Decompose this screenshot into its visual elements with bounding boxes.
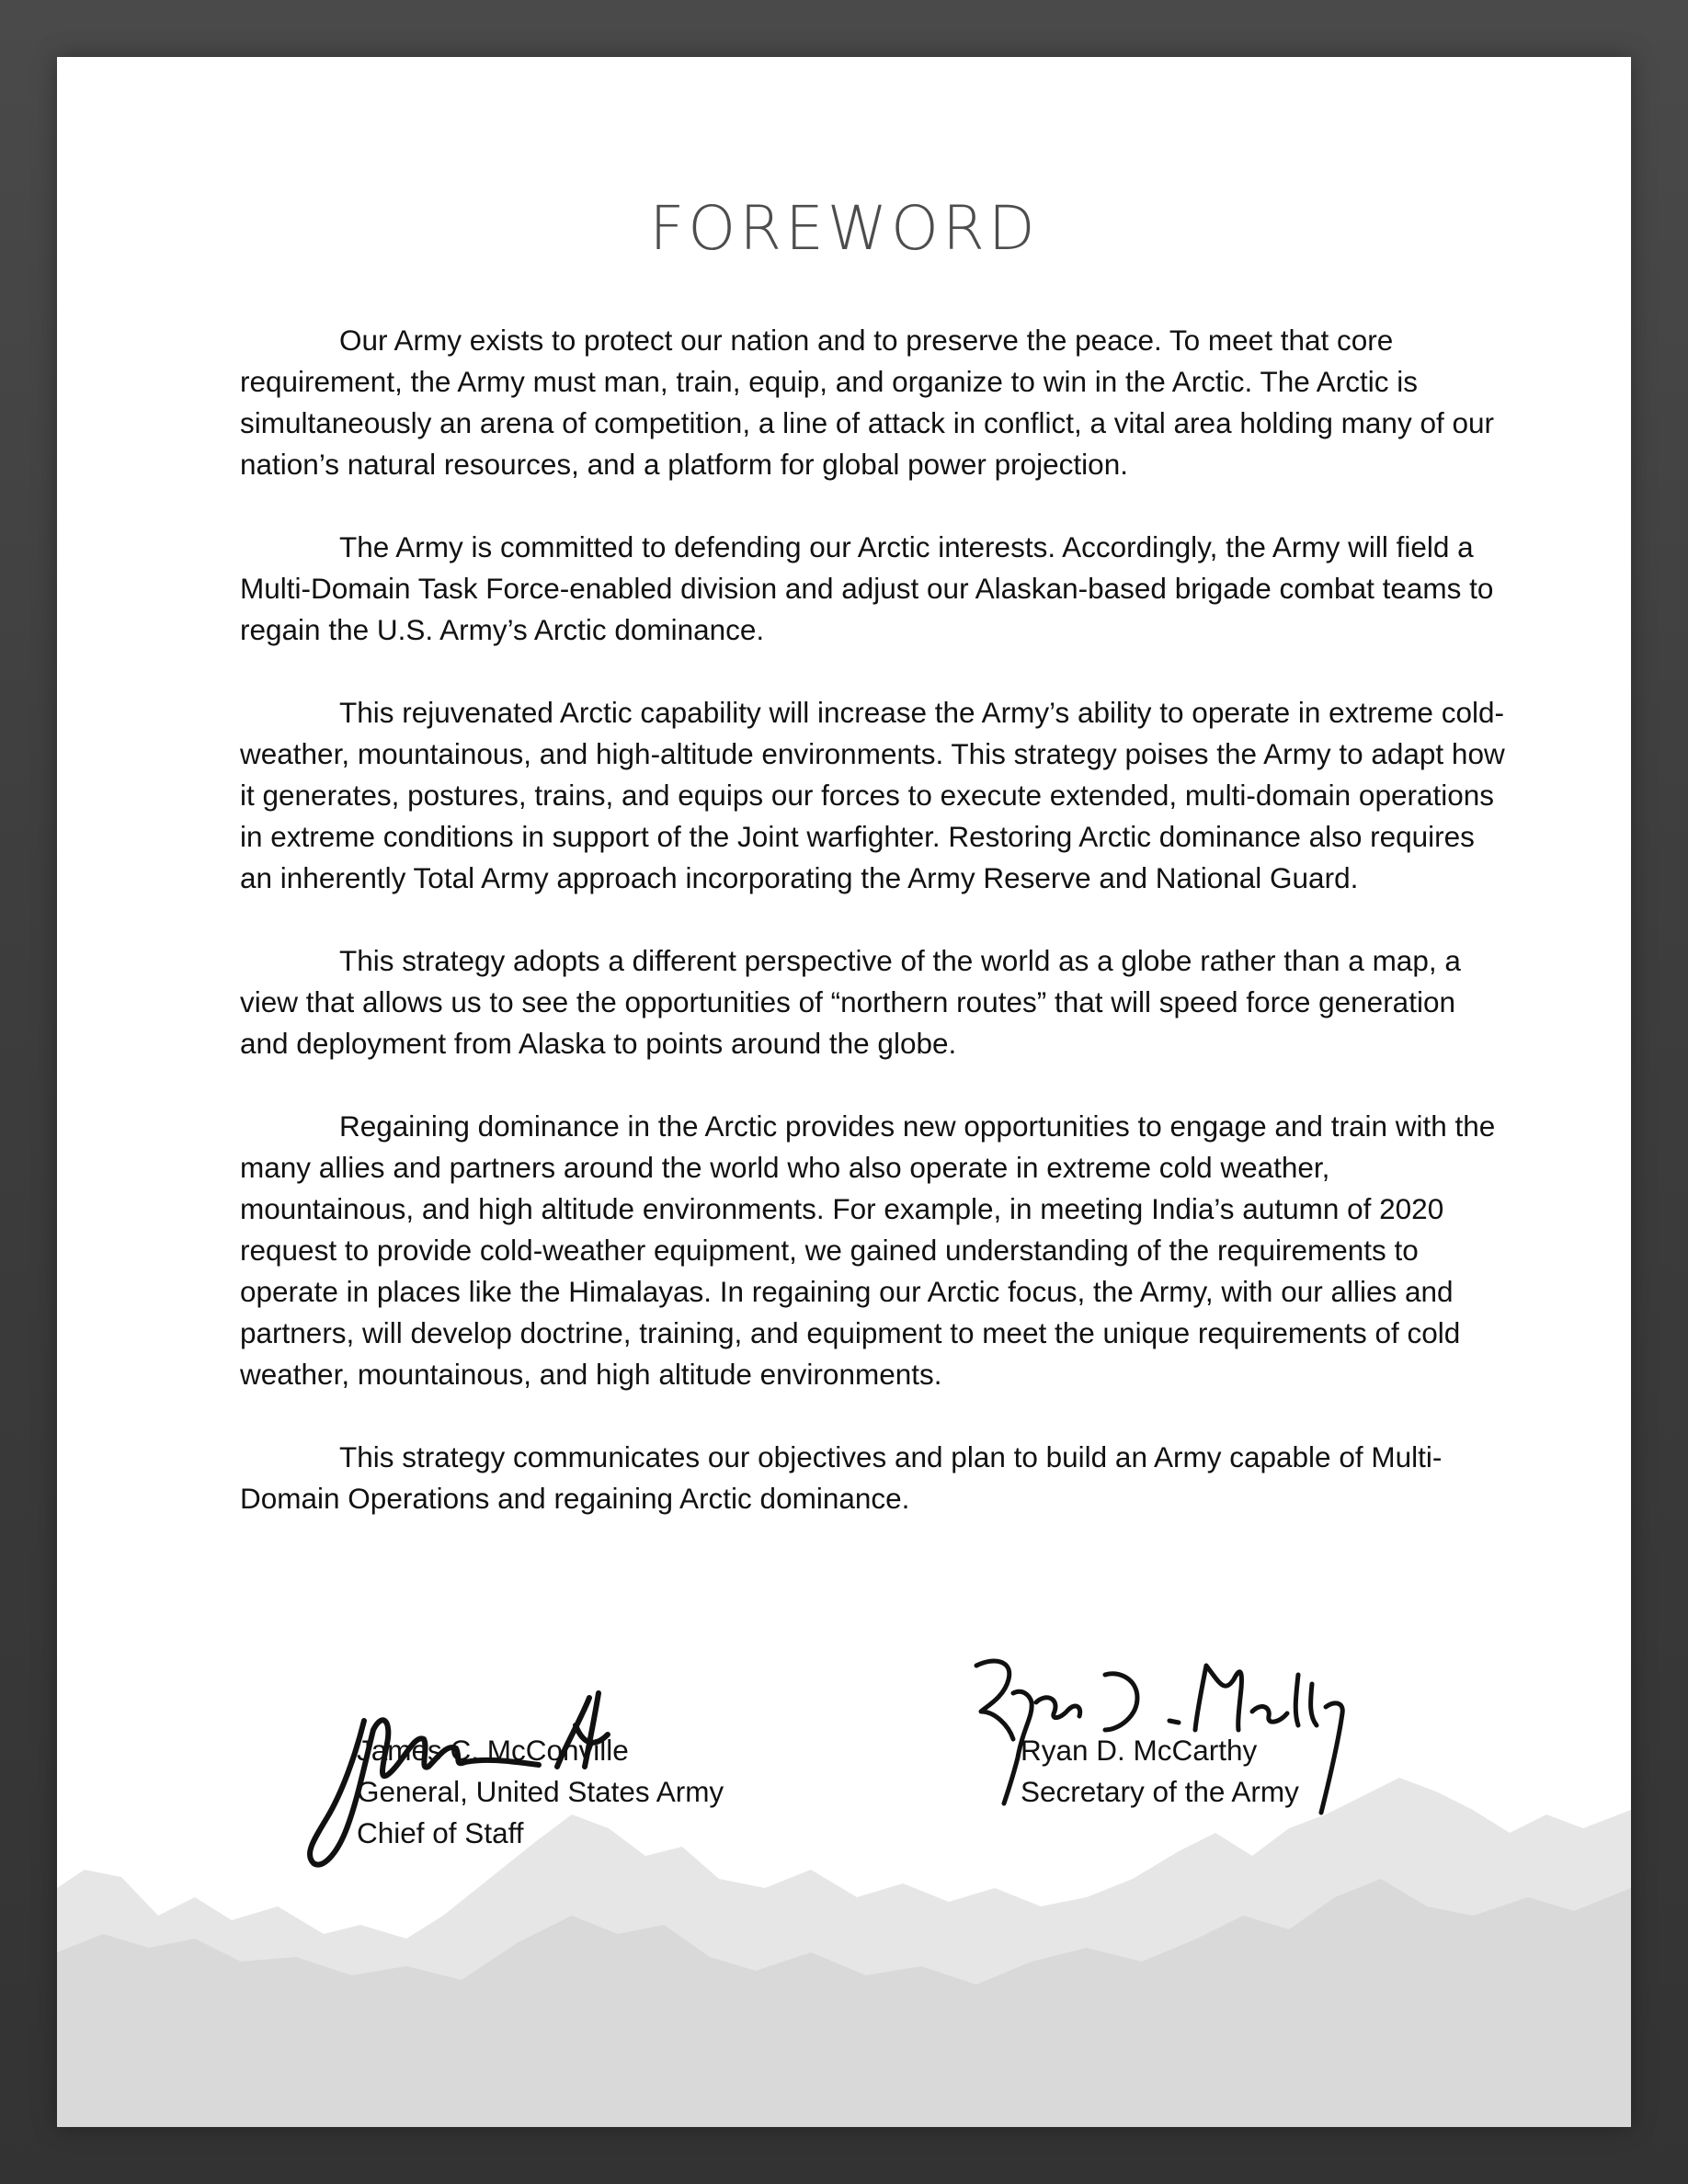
- signatory-position: Secretary of the Army: [1021, 1775, 1299, 1808]
- paragraph: This rejuvenated Arctic capability will increase the Army’s ability to operate in extreme cold-weather, mountainous, and high-altitude environments. This strategy poises the Army to adapt how it generates, postures, trains, and equips our forces to execute extended, multi-domain operations in extreme conditions in support of the Joint warfighter. Restoring Arctic dominance also requires an inherently Total Army approach incorporating the Army Reserve and National Guard.: [240, 696, 1505, 894]
- signatory-position: Chief of Staff: [357, 1816, 524, 1849]
- signatory-right: [1021, 1730, 1299, 1813]
- signatory-name: James C. McConville: [357, 1734, 629, 1767]
- signatory-name: Ryan D. McCarthy: [1021, 1734, 1258, 1767]
- paragraph: This strategy adopts a different perspective of the world as a globe rather than a map, a view that allows us to see the opportunities of “northern routes” that will speed force generation and deployment from Alaska to points around the globe.: [240, 944, 1461, 1060]
- page-title: FOREWORD: [649, 193, 1039, 264]
- paragraph: The Army is committed to defending our Arctic interests. Accordingly, the Army will field a Multi-Domain Task Force-enabled division and adjust our Alaskan-based brigade combat teams to regain the U.S. Army’s Arctic dominance.: [240, 530, 1494, 646]
- paragraph: Our Army exists to protect our nation and to preserve the peace. To meet that core requirement, the Army must man, train, equip, and organize to win in the Arctic. The Arctic is simultaneously an arena of competition, a line of attack in conflict, a vital area holding many of our nation’s natural resources, and a platform for global power projection.: [240, 324, 1495, 481]
- signatory-rank: General, United States Army: [357, 1775, 724, 1808]
- paragraph: Regaining dominance in the Arctic provides new opportunities to engage and train with the many allies and partners around the world who also operate in extreme cold weather, mountainous, and high altitude environments. For example, in meeting India’s autumn of 2020 request to provide cold-weather equipment, we gained understanding of the requirements to operate in places like the Himalayas. In regaining our Arctic focus, the Army, with our allies and partners, will develop doctrine, training, and equipment to meet the unique requirements of cold weather, mountainous, and high altitude environments.: [240, 1109, 1496, 1391]
- document-page: [57, 57, 1631, 2127]
- foreword-body: [240, 320, 1509, 1561]
- signatory-left: [357, 1730, 724, 1854]
- paragraph: This strategy communicates our objectives and plan to build an Army capable of Multi-Domain Operations and regaining Arctic dominance.: [240, 1440, 1443, 1515]
